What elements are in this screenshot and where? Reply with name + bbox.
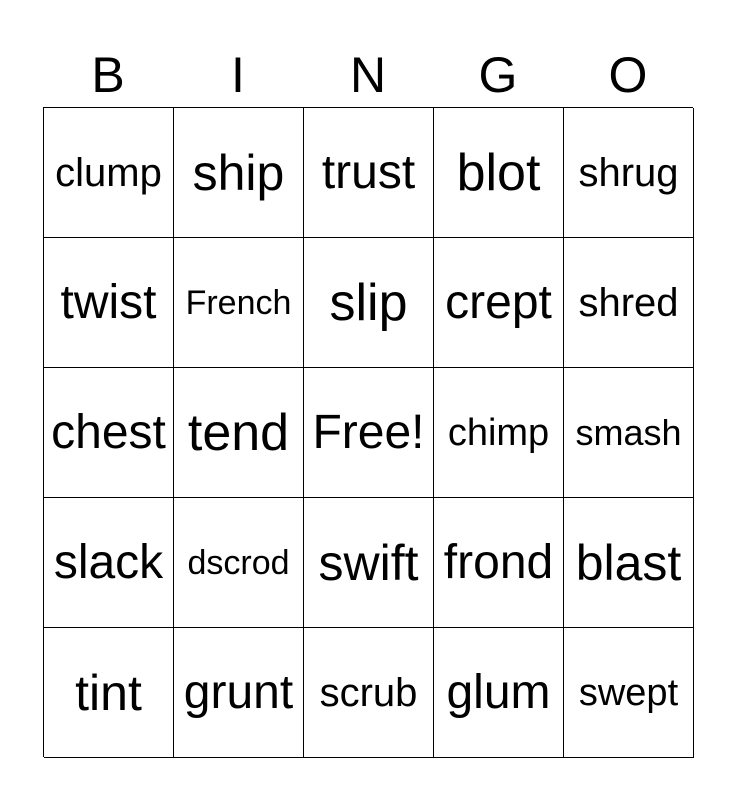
bingo-cell[interactable]: shrug (564, 108, 694, 238)
bingo-header (43, 44, 693, 106)
bingo-cell[interactable]: grunt (174, 628, 304, 758)
bingo-board (43, 107, 693, 757)
bingo-cell[interactable]: scrub (304, 628, 434, 758)
bingo-cell[interactable]: smash (564, 368, 694, 498)
header-letter-i: I (231, 47, 245, 103)
bingo-cell[interactable]: glum (434, 628, 564, 758)
bingo-cell[interactable]: ship (174, 108, 304, 238)
bingo-cell[interactable]: Free! (304, 368, 434, 498)
bingo-cell[interactable]: crept (434, 238, 564, 368)
bingo-cell[interactable]: slip (304, 238, 434, 368)
bingo-cell[interactable]: blast (564, 498, 694, 628)
bingo-cell[interactable]: frond (434, 498, 564, 628)
bingo-cell[interactable]: slack (44, 498, 174, 628)
bingo-cell[interactable]: chimp (434, 368, 564, 498)
bingo-cell[interactable]: swift (304, 498, 434, 628)
header-letter-o: O (608, 47, 648, 103)
bingo-cell[interactable]: swept (564, 628, 694, 758)
bingo-cell[interactable]: tend (174, 368, 304, 498)
bingo-cell[interactable]: chest (44, 368, 174, 498)
bingo-cell[interactable]: dscrod (174, 498, 304, 628)
header-letter-n: N (349, 47, 387, 103)
bingo-cell[interactable]: clump (44, 108, 174, 238)
header-letter-b: B (91, 47, 125, 103)
bingo-cell[interactable]: trust (304, 108, 434, 238)
bingo-cell[interactable]: shred (564, 238, 694, 368)
header-letter-g: G (478, 47, 518, 103)
bingo-cell[interactable]: French (174, 238, 304, 368)
bingo-cell[interactable]: tint (44, 628, 174, 758)
bingo-cell[interactable]: twist (44, 238, 174, 368)
bingo-cell[interactable]: blot (434, 108, 564, 238)
